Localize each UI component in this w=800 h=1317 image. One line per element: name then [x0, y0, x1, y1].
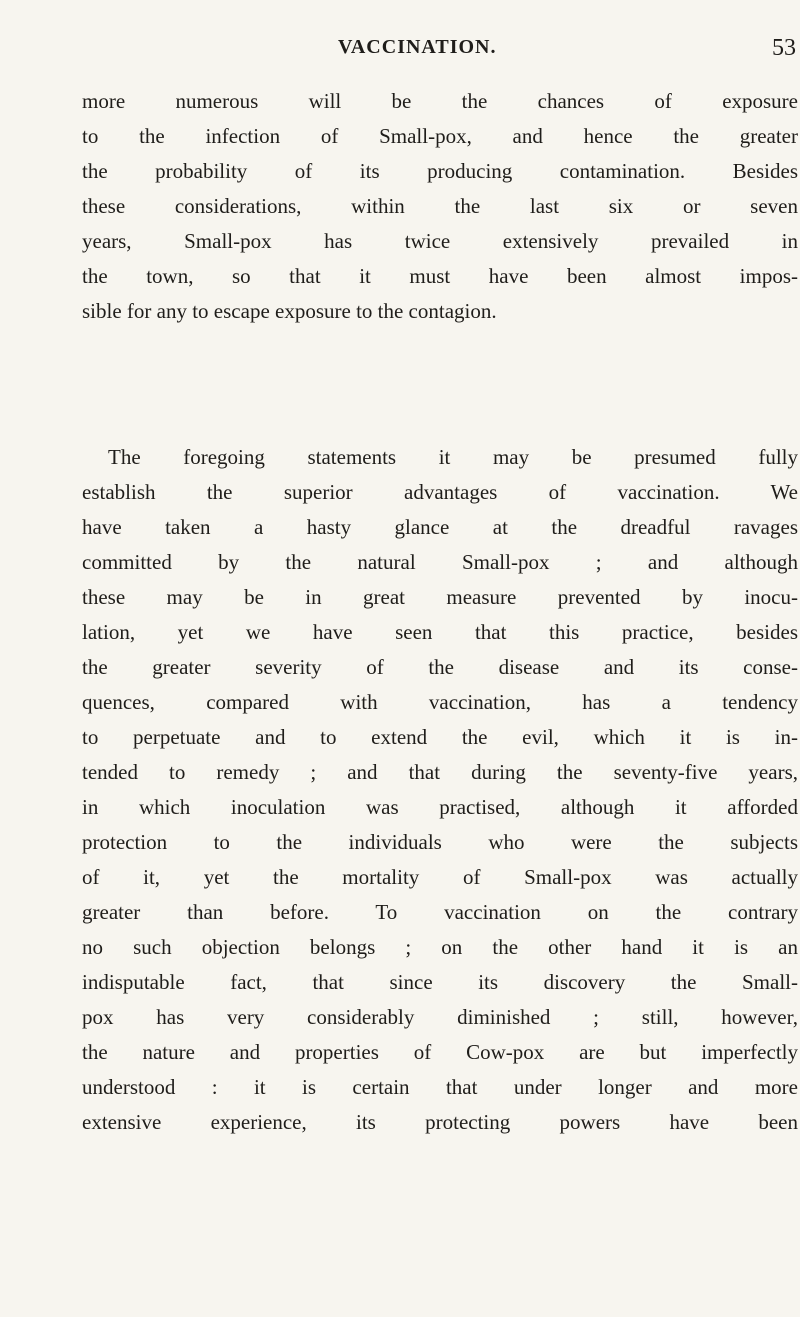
paragraph-line: the probability of its producing contamination. Besides [82, 159, 798, 183]
paragraph-line: lation, yet we have seen that this practice, besides [82, 620, 798, 644]
running-title: VACCINATION. [338, 36, 497, 58]
paragraph-line: pox has very considerably diminished ; still, however, [82, 1005, 798, 1029]
paragraph-line: to perpetuate and to extend the evil, which it is in- [82, 725, 798, 749]
paragraph-line: committed by the natural Small-pox ; and although [82, 550, 798, 574]
paragraph-line: the nature and properties of Cow-pox are but imperfectly [82, 1040, 798, 1064]
paragraph-line: sible for any to escape exposure to the contagion. [82, 299, 497, 323]
paragraph-line: these considerations, within the last six or seven [82, 194, 798, 218]
paragraph-line: quences, compared with vaccination, has a tendency [82, 690, 798, 714]
paragraph-line: tended to remedy ; and that during the seventy-five years, [82, 760, 798, 784]
paragraph-line: to the infection of Small-pox, and hence the greater [82, 124, 798, 148]
paragraph-line: these may be in great measure prevented by inocu- [82, 585, 798, 609]
paragraph-line: protection to the individuals who were the subjects [82, 830, 798, 854]
running-header [82, 36, 798, 66]
paragraph-line: the town, so that it must have been almost impos- [82, 264, 798, 288]
paragraph-line: have taken a hasty glance at the dreadful ravages [82, 515, 798, 539]
page-number: 53 [772, 35, 796, 61]
paragraph-line: more numerous will be the chances of exposure [82, 89, 798, 113]
paragraph-line: The foregoing statements it may be presumed fully [108, 445, 798, 469]
paragraph-line: no such objection belongs ; on the other hand it is an [82, 935, 798, 959]
paragraph-line: in which inoculation was practised, although it afforded [82, 795, 798, 819]
paragraph-line: years, Small-pox has twice extensively prevailed in [82, 229, 798, 253]
paragraph-line: the greater severity of the disease and its conse- [82, 655, 798, 679]
paragraph-line: understood : it is certain that under longer and more [82, 1075, 798, 1099]
paragraph-2 [82, 440, 798, 1140]
paragraph-line: indisputable fact, that since its discovery the Small- [82, 970, 798, 994]
paragraph-line: establish the superior advantages of vaccination. We [82, 480, 798, 504]
paragraph-line: of it, yet the mortality of Small-pox was actually [82, 865, 798, 889]
paragraph-line: greater than before. To vaccination on the contrary [82, 900, 798, 924]
paragraph-1 [82, 84, 798, 329]
paragraph-line: extensive experience, its protecting powers have been [82, 1110, 798, 1134]
